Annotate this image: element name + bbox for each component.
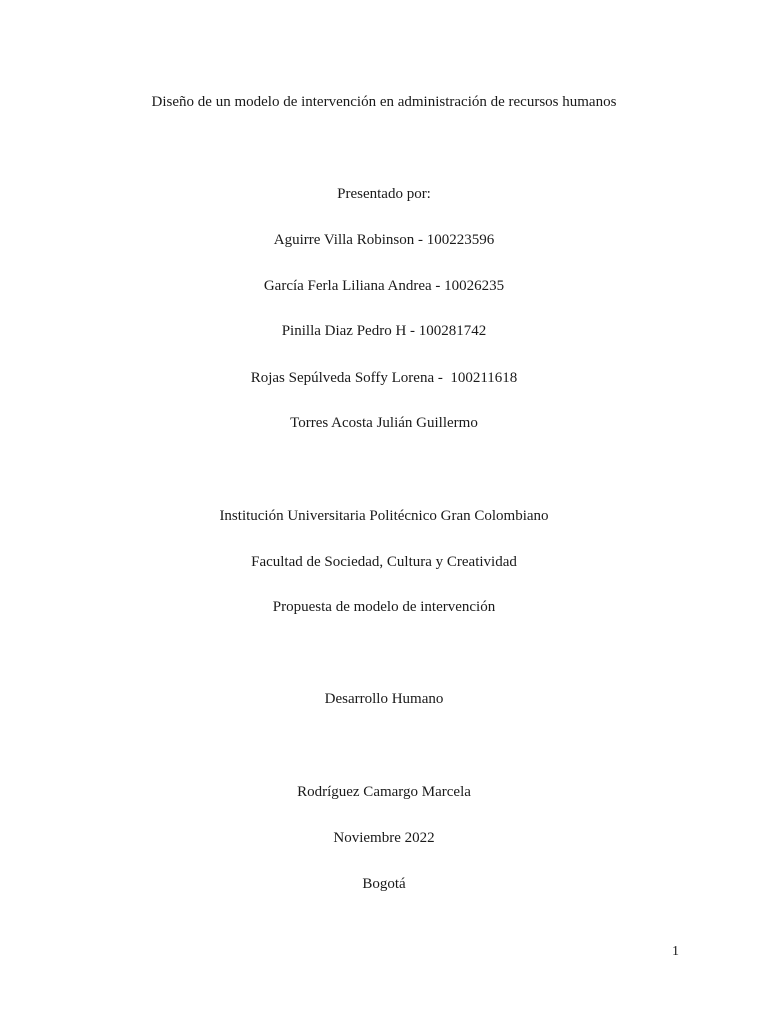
author-5: Torres Acosta Julián Guillermo	[290, 415, 478, 431]
institution: Institución Universitaria Politécnico Gran Colombiano	[219, 508, 549, 524]
author-3: Pinilla Diaz Pedro H - 100281742	[281, 323, 487, 339]
presented-by-label: Presentado por:	[337, 186, 431, 202]
document-city: Bogotá	[362, 876, 406, 892]
author-1: Aguirre Villa Robinson - 100223596	[273, 232, 495, 248]
author-4: Rojas Sepúlveda Soffy Lorena - 100211618	[250, 370, 518, 386]
document-date: Noviembre 2022	[333, 830, 435, 846]
page-number: 1	[672, 944, 679, 959]
document-title: Diseño de un modelo de intervención en administración de recursos humanos	[151, 94, 617, 110]
instructor-name: Rodríguez Camargo Marcela	[297, 784, 471, 800]
author-2: García Ferla Liliana Andrea - 10026235	[263, 278, 505, 294]
assignment-title: Propuesta de modelo de intervención	[272, 599, 496, 615]
course-name: Desarrollo Humano	[324, 691, 444, 707]
faculty: Facultad de Sociedad, Cultura y Creatividad	[251, 554, 517, 570]
